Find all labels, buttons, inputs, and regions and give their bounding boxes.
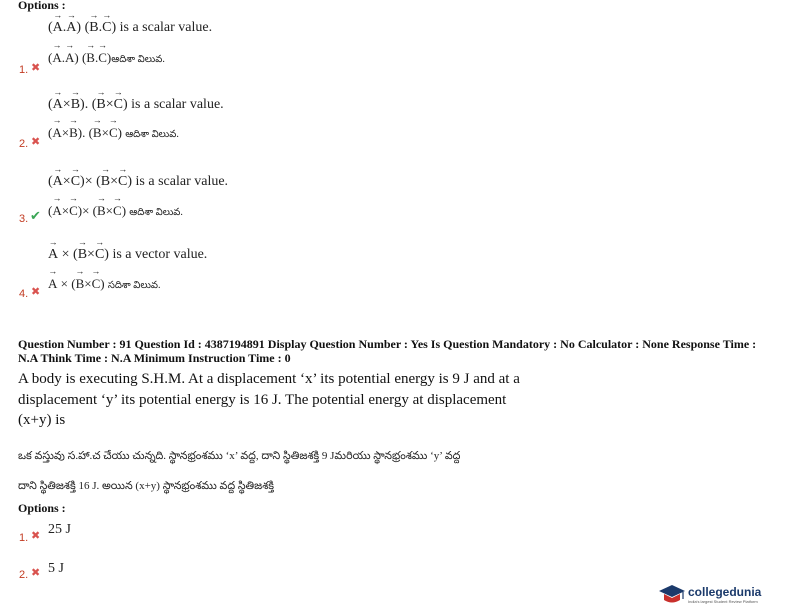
- graduation-cap-icon: [658, 583, 686, 607]
- option-1-english: (→ A.→ A) (→ B.→ C) is a scalar value.: [48, 20, 212, 36]
- option-1-number: 1.: [19, 64, 29, 76]
- wrong-cross-icon: ✖: [31, 529, 41, 542]
- option-3-number: 3.: [19, 213, 29, 225]
- logo-tagline: India's largest Student Review Platform: [688, 599, 758, 604]
- current-option-2-number: 2.: [19, 569, 29, 581]
- collegedunia-logo: [658, 583, 786, 609]
- correct-check-icon: ✔: [30, 209, 41, 224]
- question-english-line-1: A body is executing S.H.M. At a displacement ‘x’ its potential energy is 9 J and at a: [18, 371, 520, 387]
- wrong-cross-icon: ✖: [31, 566, 41, 579]
- option-4-telugu: → A × (→ B×→ C) సదిశా విలువ.: [48, 276, 161, 293]
- option-1-telugu: (→ A.→ A) (→ B.→ C)ఆదిశా విలువ.: [48, 50, 165, 67]
- wrong-cross-icon: ✖: [31, 135, 41, 148]
- wrong-cross-icon: ✖: [31, 61, 41, 74]
- question-telugu-line-1: ఒక వస్తువు స.హా.చ చేయు చున్నది. స్థానభ్రంశము ‘x’ వద్ద, దాని స్థితిజశక్తి 9 Jమరియు స్థానభ్రంశము ‘y’ వద్ద: [18, 450, 461, 462]
- question-english-line-3: (x+y) is: [18, 412, 66, 428]
- current-option-1-number: 1.: [19, 532, 29, 544]
- option-2-number: 2.: [19, 138, 29, 150]
- options-header-top: Options :: [18, 0, 66, 12]
- options-header-bottom: Options :: [18, 501, 66, 515]
- wrong-cross-icon: ✖: [31, 285, 41, 298]
- question-english-line-2: displacement ‘y’ its potential energy is 16 J. The potential energy at displacement: [18, 392, 507, 408]
- question-telugu-line-2: దాని స్థితిజశక్తి 16 J. అయిన (x+y) స్థానభ్రంశము వద్ద స్థితిజశక్తి: [18, 480, 274, 492]
- question-meta-line-2: N.A Think Time : N.A Minimum Instruction Time : 0: [18, 351, 291, 365]
- logo-name: collegedunia: [688, 585, 762, 599]
- option-2-english: (→ A×→ B). (→ B×→ C) is a scalar value.: [48, 97, 224, 113]
- option-3-telugu: (→ A×→ C)× (→ B×→ C) ఆదిశా విలువ.: [48, 203, 183, 220]
- current-option-2-value: 5 J: [48, 561, 64, 576]
- option-3-english: (→ A×→ C)× (→ B×→ C) is a scalar value.: [48, 174, 228, 190]
- option-2-telugu: (→ A×→ B). (→ B×→ C) ఆదిశా విలువ.: [48, 125, 179, 142]
- current-option-1-value: 25 J: [48, 522, 71, 537]
- option-4-number: 4.: [19, 288, 29, 300]
- option-4-english: → A × (→ B×→ C) is a vector value.: [48, 247, 207, 263]
- question-meta-line-1: Question Number : 91 Question Id : 4387194891 Display Question Number : Yes Is Question Mandatory : No Calculator : None Response Time :: [18, 337, 757, 351]
